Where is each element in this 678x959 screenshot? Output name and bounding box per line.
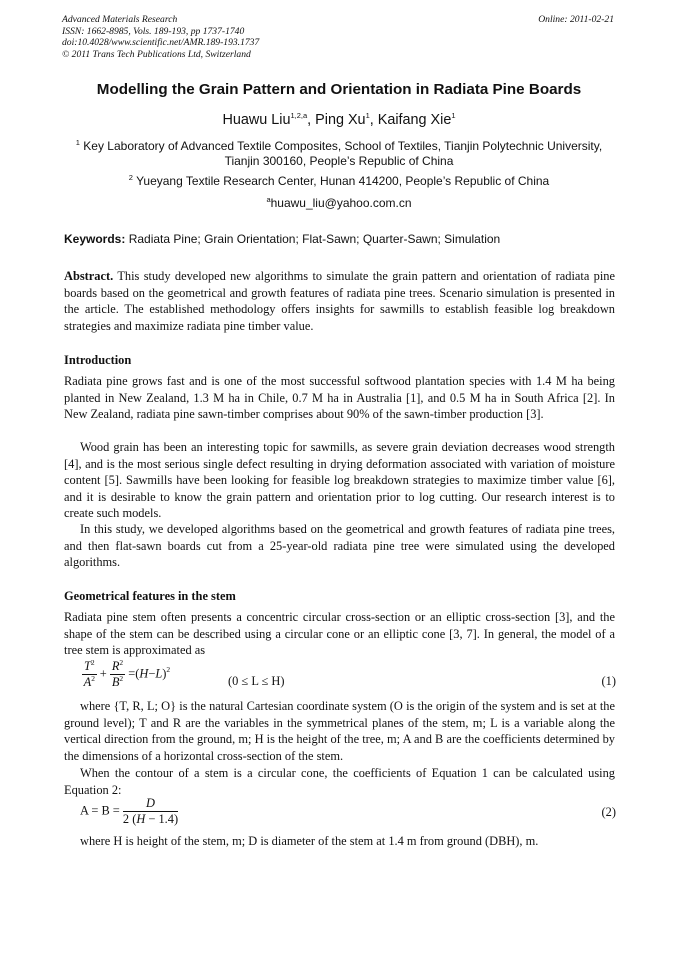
affiliation-2	[62, 174, 616, 188]
affiliation-2-text: Yueyang Textile Research Center, Hunan 414200, People’s Republic of China	[136, 174, 550, 188]
section-heading-introduction: Introduction	[64, 353, 132, 367]
fraction-d-over-2h: $\frac{D}{2 (H - 1.4)}$	[122, 796, 179, 826]
equation-2	[80, 796, 178, 827]
author-superscript: 1	[451, 111, 456, 121]
intro-paragraph-2: Wood grain has been an interesting topic for sawmills, as severe grain deviation decreases wood strength [4], and is the most serious single defect resulting in drying deformation associated with variation of moisture content [5]. Sawmills have been looking for feasible log breakdown strategies to maximize timber value [6], and it is desirable to know the grain pattern and orientation prior to log cutting. Our research interest is to create such models.	[64, 440, 615, 521]
abstract-paragraph	[64, 268, 615, 334]
affiliation-1	[62, 139, 616, 169]
author-email	[62, 196, 616, 210]
doi-line: doi:10.4028/www.scientific.net/AMR.189-193.1737	[62, 37, 260, 48]
paper-title: Modelling the Grain Pattern and Orientation in Radiata Pine Boards	[96, 81, 582, 98]
author-list: Huawu Liu$^{1,2,a}$, Ping Xu$^1$, Kaifang Xie$^1$	[222, 111, 456, 128]
equation-2-lhs: A = B =	[80, 803, 120, 818]
abstract-text: This study developed new algorithms to simulate the grain pattern and orientation of radiata pine boards based on the geometrical and growth features of radiata pine trees. Scenario simulation is presented in the article. The established methodology offers insights for sawmills to establish feasible log breakdown strategies and maximize radiata pine timber value.	[64, 269, 616, 333]
intro-paragraph-3: In this study, we developed algorithms based on the geometrical and growth features of radiata pine trees, and then flat-sawn boards cut from a 25-year-old radiata pine tree were simulated using the developed algorithms.	[64, 522, 615, 570]
keywords-line	[64, 232, 616, 246]
equation-1-number: (1)	[601, 674, 616, 688]
geom-paragraph-3: When the contour of a stem is a circular cone, the coefficients of Equation 1 can be calculated using Equation 2:	[64, 766, 615, 797]
fraction-r-over-b: $\frac{R^2}{B^2}$	[111, 657, 124, 689]
issn-line: ISSN: 1662-8985, Vols. 189-193, pp 1737-1740	[62, 25, 245, 37]
affiliation-1-line-2: Tianjin 300160, People’s Republic of China	[224, 154, 454, 168]
email-address: huawu_liu@yahoo.com.cn	[270, 196, 412, 210]
geom-paragraph-4: where H is height of the stem, m; D is diameter of the stem at 1.4 m from ground (DBH), m.	[80, 834, 539, 848]
author-name: Huawu Liu	[222, 112, 291, 128]
journal-header	[62, 14, 259, 60]
author-name: Kaifang Xie	[377, 112, 452, 128]
email-marker: a	[266, 195, 271, 204]
affiliation-marker: 2	[128, 173, 133, 182]
copyright-line: © 2011 Trans Tech Publications Ltd, Switzerland	[62, 48, 251, 60]
intro-paragraph-1: Radiata pine grows fast and is one of the most successful softwood plantation species with 1.4 M ha being planted in New Zealand, 1.3 M ha in Chile, 0.7 M ha in Australia [1], and 0.5 M ha in South Africa [2]. In New Zealand, radiata pine sawn-timber comprises about 90% of the sawn-timber production [3].	[64, 374, 615, 422]
affiliation-marker: 1	[75, 138, 80, 147]
affiliation-1-line-1: Key Laboratory of Advanced Textile Composites, School of Textiles, Tianjin Polytechnic University,	[83, 139, 603, 153]
geom-paragraph-2: where {T, R, L; O} is the natural Cartesian coordinate system (O is the origin of the system and is set at the ground level); T and R are the variables in the symmetrical planes of the stem, m; L is a variable along the vertical direction from the ground, m; H is the height of the tree, m; A and B are the coefficients determined by the dimensions of a horizontal cross-section of the stem.	[64, 699, 615, 763]
author-name: Ping Xu	[315, 112, 366, 128]
geom-paragraph-1: Radiata pine stem often presents a concentric circular cross-section or an elliptic cross-section [3], and the shape of the stem can be described using a circular cone or an elliptic cone [3, 7]. In general, the model of a tree stem is approximated as	[64, 610, 615, 658]
equation-1-condition: (0 ≤ L ≤ H)	[228, 674, 285, 688]
equation-2-number: (2)	[601, 805, 616, 819]
online-date: Online: 2011-02-21	[538, 14, 614, 25]
fraction-t-over-a: $\frac{T^2}{A^2}$	[83, 657, 95, 689]
author-superscript: 1,2,a	[290, 111, 308, 121]
section-heading-geometrical-features: Geometrical features in the stem	[64, 589, 236, 603]
author-superscript: 1	[365, 111, 370, 121]
journal-name: Advanced Materials Research	[62, 14, 178, 25]
keywords-label: Keywords:	[64, 232, 126, 246]
equation-1: $\frac{T^2}{A^2}$ + $\frac{R^2}{B^2}$ $=(H-L)^2$	[83, 657, 171, 689]
keywords-text: Radiata Pine; Grain Orientation; Flat-Sawn; Quarter-Sawn; Simulation	[128, 232, 501, 246]
abstract-label: Abstract.	[64, 269, 114, 283]
